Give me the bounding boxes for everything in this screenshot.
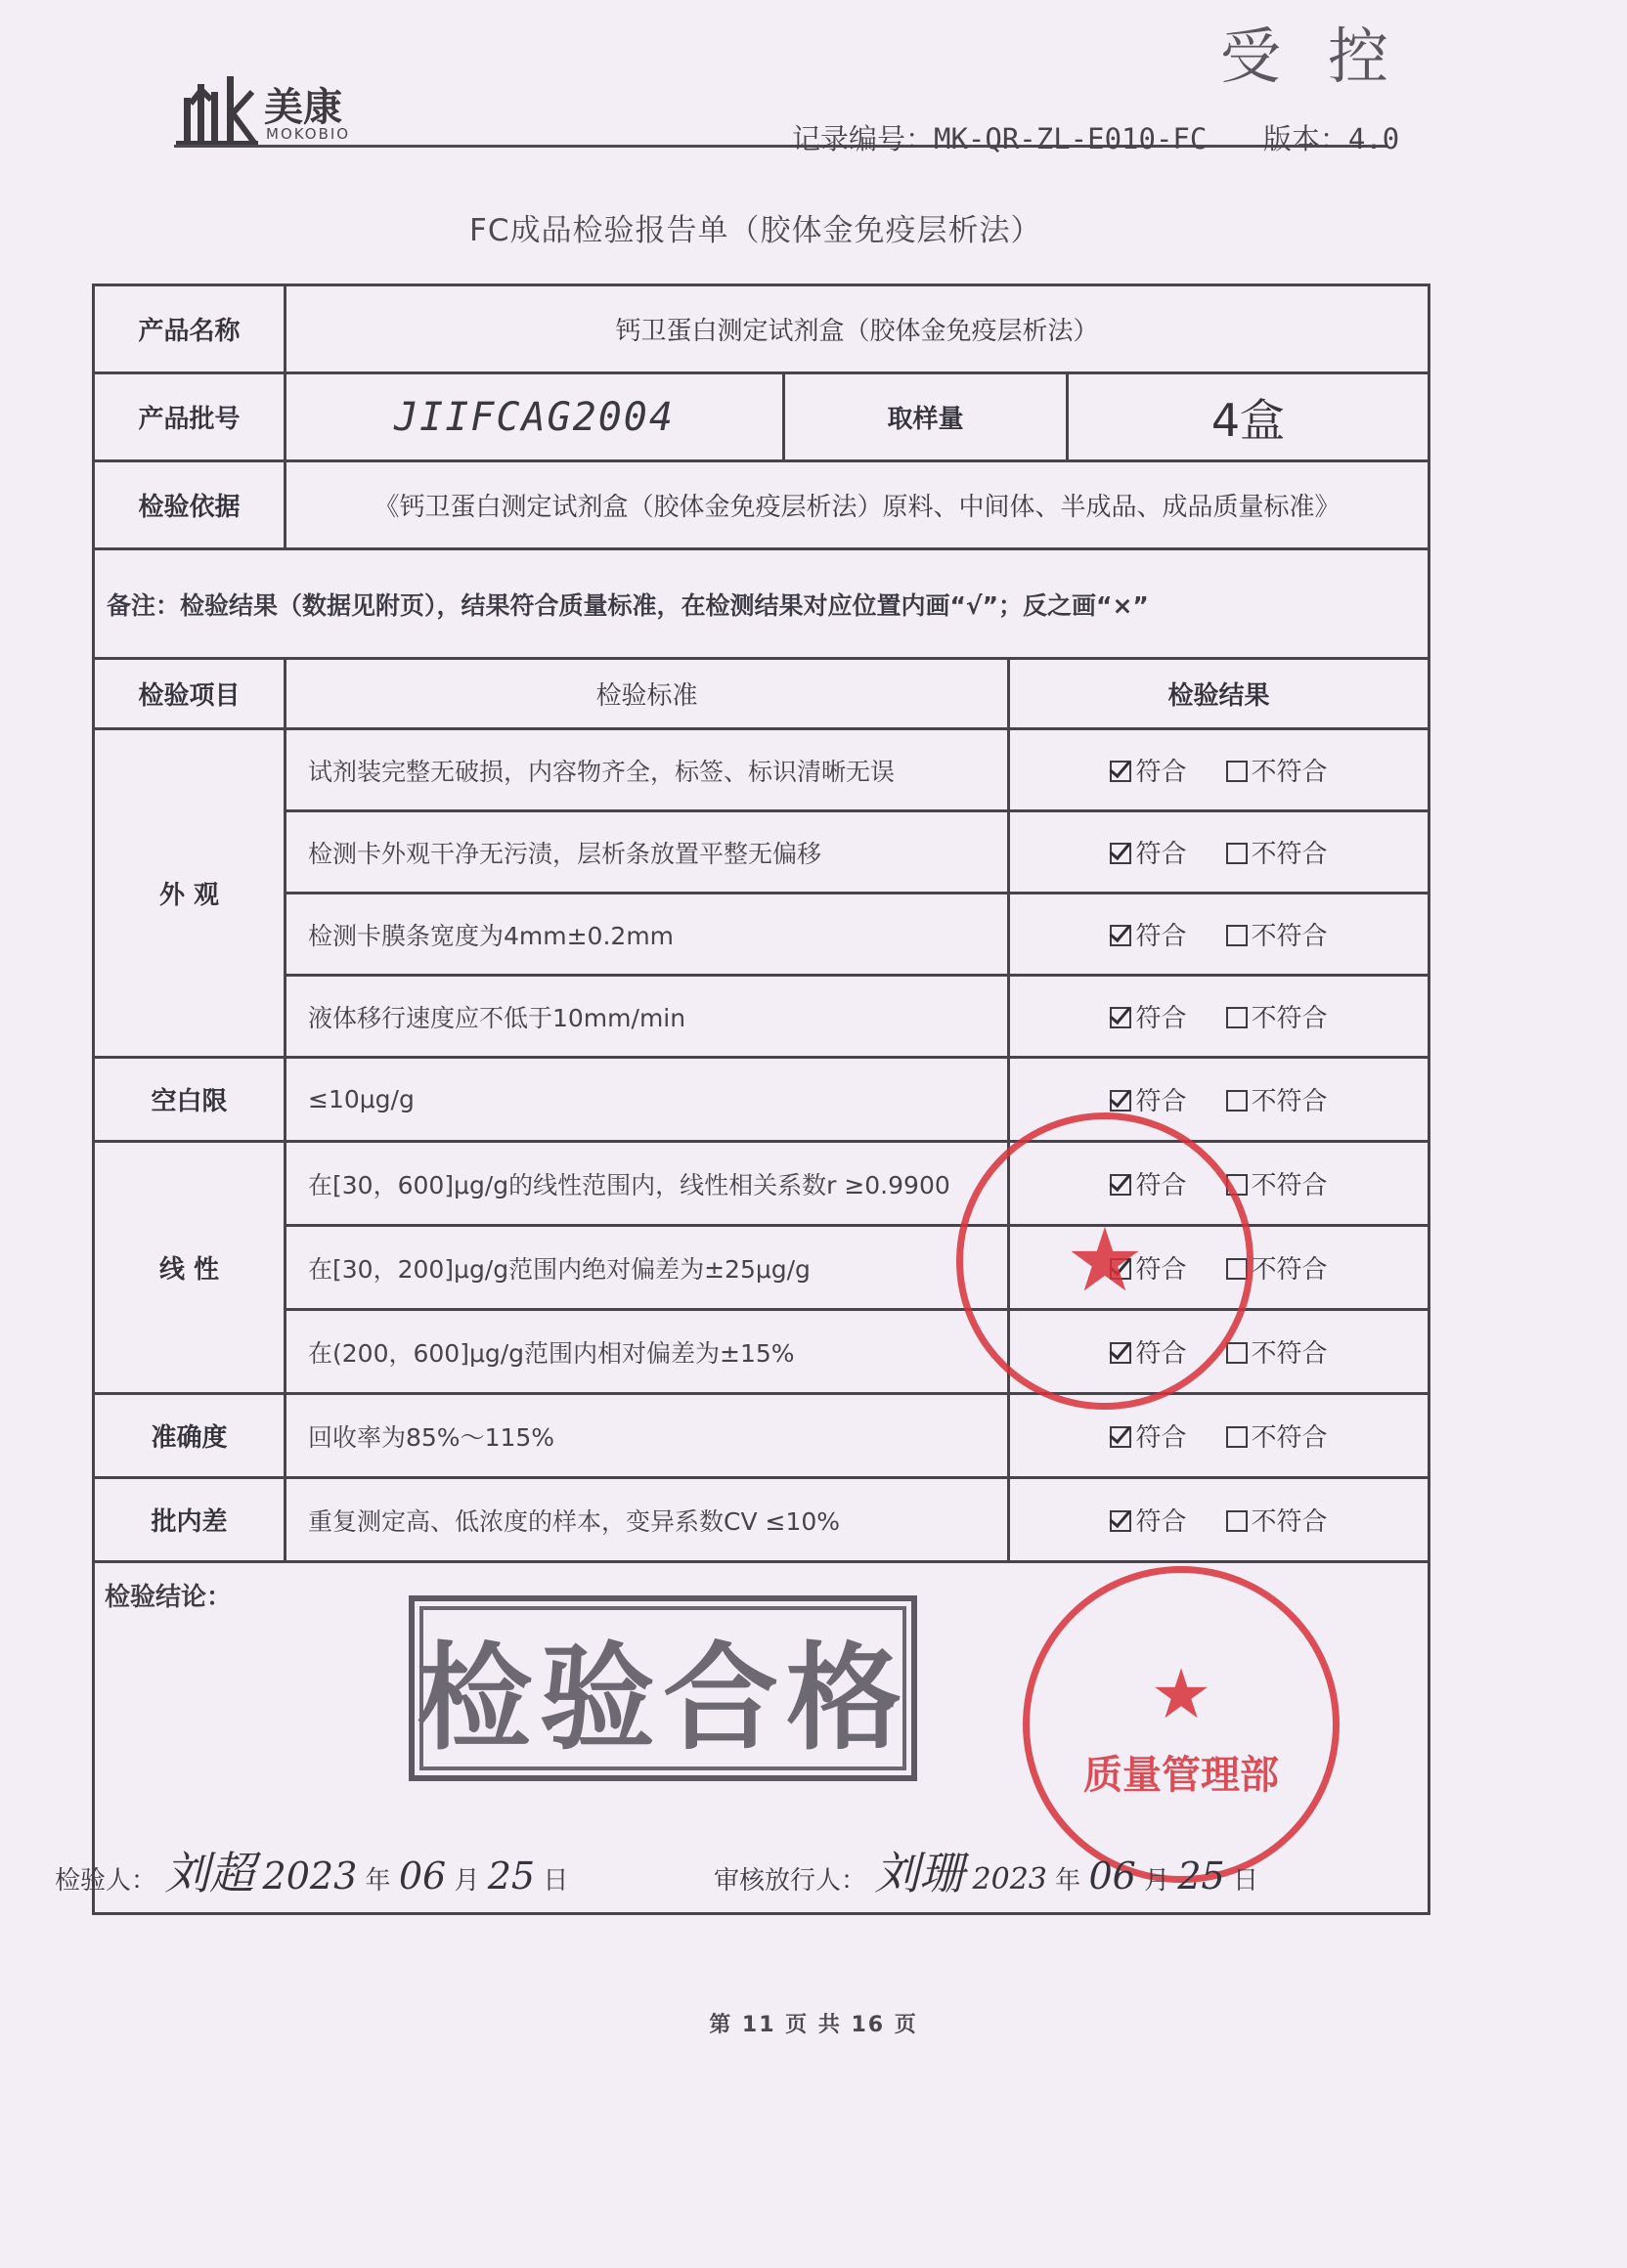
- standard-text: ≤10μg/g: [286, 1058, 1009, 1142]
- fail-checkbox[interactable]: [1226, 1007, 1248, 1028]
- group-label-accuracy: 准确度: [94, 1394, 286, 1478]
- standard-text: 在(200，600]μg/g范围内相对偏差为±15%: [286, 1310, 1009, 1394]
- company-seal: [956, 1112, 1253, 1410]
- fail-label: 不符合: [1251, 1255, 1328, 1285]
- pass-label: 符合: [1135, 1339, 1187, 1369]
- fail-label: 不符合: [1251, 1507, 1328, 1537]
- basis-value: 《钙卫蛋白测定试剂盒（胶体金免疫层析法）原料、中间体、半成品、成品质量标准》: [286, 461, 1429, 549]
- standard-text: 液体移行速度应不低于10mm/min: [286, 976, 1009, 1058]
- quality-dept-seal: [1023, 1566, 1340, 1883]
- inspector-label: 检验人：: [55, 1866, 157, 1896]
- basis-label: 检验依据: [94, 461, 286, 549]
- pass-label: 符合: [1135, 1087, 1187, 1116]
- col-header-item: 检验项目: [94, 659, 286, 729]
- result-cell: [1009, 1394, 1429, 1478]
- pass-stamp-text: 检验合格: [416, 1630, 909, 1766]
- controlled-mark: 受控: [1220, 21, 1436, 92]
- fail-label: 不符合: [1251, 758, 1328, 787]
- standard-text: 试剂装完整无破损，内容物齐全，标签、标识清晰无误: [286, 729, 1009, 811]
- fail-checkbox[interactable]: [1226, 1426, 1248, 1448]
- fail-label: 不符合: [1251, 1087, 1328, 1116]
- version: 版本：4.0: [1262, 122, 1400, 155]
- logo-english-name: MOKOBIO: [266, 125, 351, 143]
- batch-value: JIIFCAG2004: [286, 373, 784, 461]
- record-number: 记录编号：MK-QR-ZL-E010-FC: [792, 122, 1208, 155]
- result-cell: [1009, 894, 1429, 976]
- reviewer-label: 审核放行人：: [714, 1866, 867, 1896]
- company-logo: [174, 70, 409, 149]
- batch-label: 产品批号: [94, 373, 286, 461]
- group-label-linearity: 线 性: [94, 1142, 286, 1394]
- pass-label: 符合: [1135, 922, 1187, 951]
- pass-checkbox[interactable]: [1110, 761, 1131, 782]
- review-month: 06: [1088, 1854, 1136, 1897]
- sample-qty-label: 取样量: [784, 373, 1068, 461]
- remark-note: 备注：检验结果（数据见附页），结果符合质量标准，在检测结果对应位置内画“√”；反之画“×”: [94, 549, 1429, 659]
- pass-stamp: [409, 1595, 917, 1781]
- pass-checkbox[interactable]: [1110, 1007, 1131, 1028]
- month-char: 月: [1144, 1866, 1170, 1896]
- day-char: 日: [543, 1866, 569, 1896]
- pass-label: 符合: [1135, 1255, 1187, 1285]
- record-info: [792, 117, 1438, 157]
- fail-checkbox[interactable]: [1226, 1342, 1248, 1364]
- product-name-label: 产品名称: [94, 285, 286, 373]
- col-header-standard: 检验标准: [286, 659, 1009, 729]
- pass-checkbox[interactable]: [1110, 1090, 1131, 1112]
- pass-label: 符合: [1135, 1171, 1187, 1200]
- month-char: 月: [454, 1866, 480, 1896]
- pass-label: 符合: [1135, 1423, 1187, 1453]
- standard-text: 在[30，200]μg/g范围内绝对偏差为±25μg/g: [286, 1226, 1009, 1310]
- result-cell: [1009, 729, 1429, 811]
- inspect-month: 06: [398, 1854, 447, 1897]
- pass-label: 符合: [1135, 1004, 1187, 1033]
- reviewer-signature-row: [714, 1838, 1258, 1902]
- inspector-name: 刘超: [164, 1847, 255, 1899]
- standard-text: 回收率为85%～115%: [286, 1394, 1009, 1478]
- conclusion-label: 检验结论：: [105, 1583, 233, 1612]
- fail-checkbox[interactable]: [1226, 1510, 1248, 1532]
- standard-text: 重复测定高、低浓度的样本，变异系数CV ≤10%: [286, 1478, 1009, 1562]
- mk-logo-icon: [174, 70, 258, 147]
- standard-text: 检测卡膜条宽度为4mm±0.2mm: [286, 894, 1009, 976]
- result-cell: [1009, 1478, 1429, 1562]
- product-name-value: 钙卫蛋白测定试剂盒（胶体金免疫层析法）: [286, 285, 1429, 373]
- document-title: FC成品检验报告单（胶体金免疫层析法）: [469, 213, 1042, 248]
- star-icon: ★: [1065, 1209, 1145, 1312]
- standard-text: 在[30，600]μg/g的线性范围内，线性相关系数r ≥0.9900: [286, 1142, 1009, 1226]
- standard-text: 检测卡外观干净无污渍，层析条放置平整无偏移: [286, 811, 1009, 894]
- day-char: 日: [1232, 1866, 1258, 1896]
- year-char: 年: [365, 1866, 391, 1896]
- pass-label: 符合: [1135, 1507, 1187, 1537]
- inspector-signature-row: [55, 1838, 568, 1902]
- fail-checkbox[interactable]: [1226, 843, 1248, 864]
- star-icon: ★: [1150, 1654, 1212, 1734]
- pass-label: 符合: [1135, 840, 1187, 869]
- review-day: 25: [1177, 1854, 1225, 1897]
- fail-label: 不符合: [1251, 1004, 1328, 1033]
- pass-checkbox[interactable]: [1110, 1426, 1131, 1448]
- pass-label: 符合: [1135, 758, 1187, 787]
- group-label-appearance: 外 观: [94, 729, 286, 1058]
- sample-qty-value: 4盒: [1068, 373, 1429, 461]
- result-cell: [1009, 811, 1429, 894]
- pass-checkbox[interactable]: [1110, 1510, 1131, 1532]
- logo-chinese-name: 美康: [264, 85, 342, 130]
- inspect-year: 2023: [262, 1854, 358, 1897]
- group-label-precision: 批内差: [94, 1478, 286, 1562]
- result-cell: [1009, 976, 1429, 1058]
- fail-label: 不符合: [1251, 1423, 1328, 1453]
- fail-checkbox[interactable]: [1226, 761, 1248, 782]
- pass-checkbox[interactable]: [1110, 843, 1131, 864]
- fail-label: 不符合: [1251, 1171, 1328, 1200]
- fail-label: 不符合: [1251, 840, 1328, 869]
- page-footer: 第 11 页 共 16 页: [709, 2013, 918, 2037]
- group-label-blank: 空白限: [94, 1058, 286, 1142]
- seal-dept-name: 质量管理部: [1083, 1753, 1279, 1798]
- review-year: 2023: [972, 1862, 1047, 1897]
- fail-checkbox[interactable]: [1226, 1090, 1248, 1112]
- inspect-day: 25: [487, 1854, 536, 1897]
- col-header-result: 检验结果: [1009, 659, 1429, 729]
- fail-checkbox[interactable]: [1226, 925, 1248, 946]
- reviewer-name: 刘珊: [874, 1847, 965, 1899]
- year-char: 年: [1055, 1866, 1081, 1896]
- pass-checkbox[interactable]: [1110, 925, 1131, 946]
- fail-label: 不符合: [1251, 1339, 1328, 1369]
- fail-label: 不符合: [1251, 922, 1328, 951]
